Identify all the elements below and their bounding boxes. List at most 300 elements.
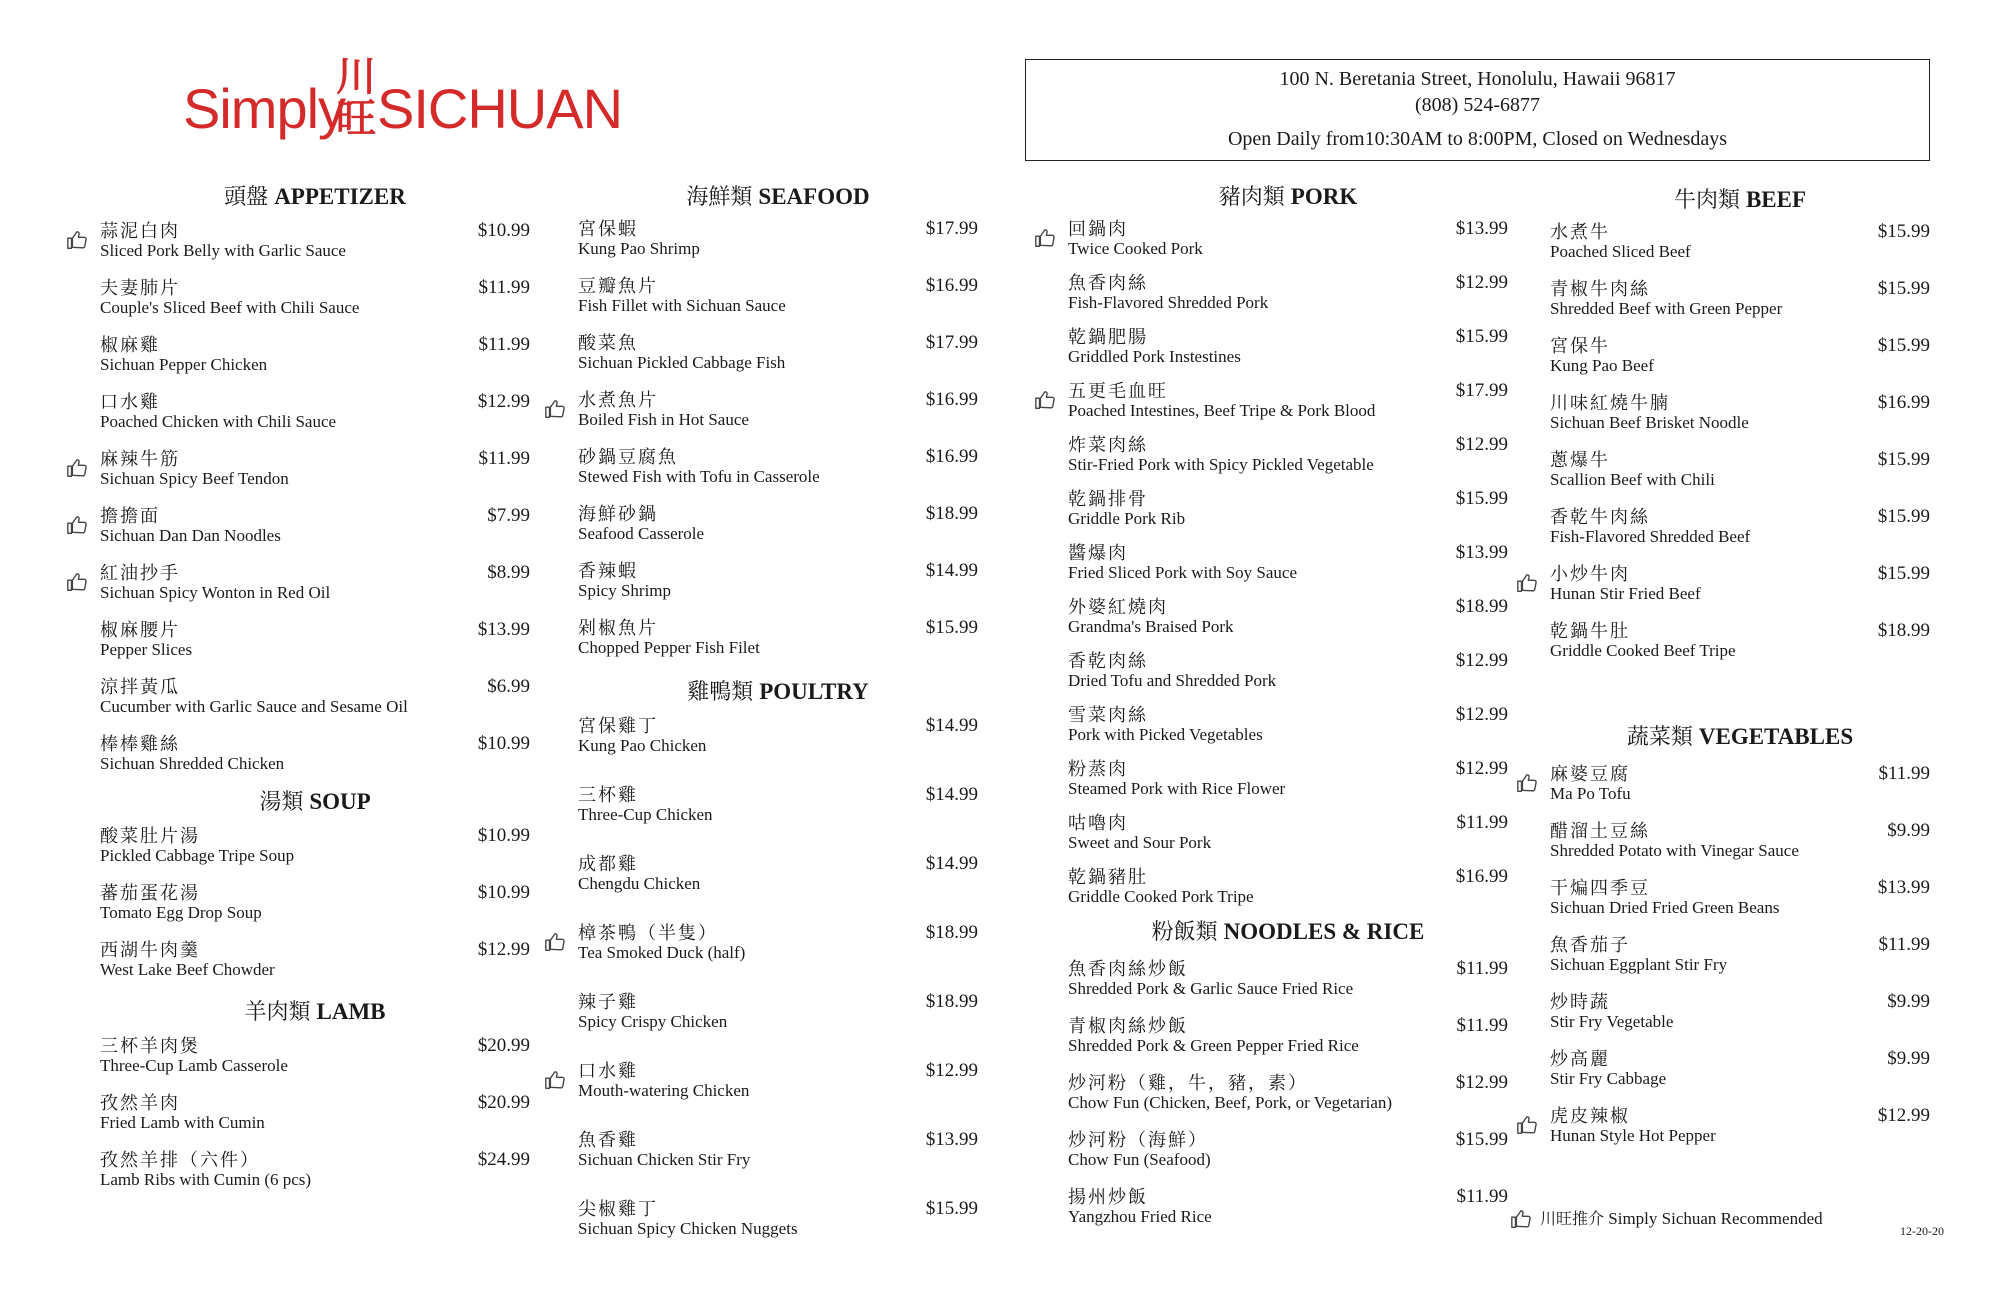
menu-item-english-name: Three-Cup Chicken — [578, 805, 713, 824]
thumbs-up-icon — [66, 229, 88, 251]
menu-item-price: $11.99 — [1878, 763, 1930, 784]
menu-item-english-name: Sweet and Sour Pork — [1068, 833, 1212, 852]
menu-item — [100, 822, 530, 872]
menu-item-price: $18.99 — [1877, 620, 1930, 641]
menu-item — [578, 557, 978, 607]
menu-item — [1550, 817, 1930, 867]
menu-item — [100, 673, 530, 723]
section-heading-soup — [100, 785, 530, 816]
menu-item-english-name: Three-Cup Lamb Casserole — [100, 1056, 288, 1075]
thumbs-up-icon — [544, 931, 566, 953]
menu-item-chinese-name: 乾鍋排骨 — [1068, 489, 1148, 510]
menu-item-chinese-name: 辣子雞 — [578, 992, 638, 1013]
menu-item-price: $10.99 — [477, 825, 530, 846]
menu-item — [1550, 988, 1930, 1038]
menu-item-english-name: Shredded Pork & Green Pepper Fried Rice — [1068, 1036, 1359, 1055]
menu-item-chinese-name: 回鍋肉 — [1068, 219, 1128, 240]
menu-item-chinese-name: 尖椒雞丁 — [578, 1199, 658, 1220]
section-heading-english: PORK — [1290, 184, 1358, 209]
menu-item-english-name: Cucumber with Garlic Sauce and Sesame Oil — [100, 697, 408, 716]
menu-item — [1068, 539, 1508, 589]
menu-item — [100, 936, 530, 986]
section-heading-english: SOUP — [309, 789, 371, 814]
menu-item-price: $16.99 — [1877, 392, 1930, 413]
menu-item-english-name: Griddle Cooked Beef Tripe — [1550, 641, 1736, 660]
menu-item-price: $11.99 — [478, 277, 530, 298]
menu-item-english-name: Tea Smoked Duck (half) — [578, 943, 746, 962]
menu-item-price: $16.99 — [1455, 866, 1508, 887]
menu-item-english-name: West Lake Beef Chowder — [100, 960, 275, 979]
thumbs-up-icon — [1516, 772, 1538, 794]
menu-item-english-name: Griddled Pork Instestines — [1068, 347, 1241, 366]
menu-item-chinese-name: 涼拌黃瓜 — [100, 677, 180, 698]
menu-item — [578, 1195, 978, 1245]
thumbs-up-icon — [66, 514, 88, 536]
section-heading-chinese: 湯類 — [259, 790, 304, 815]
legend-chinese: 川旺推介 — [1540, 1209, 1605, 1228]
menu-item-chinese-name: 炒河粉（海鮮） — [1068, 1130, 1208, 1151]
menu-item-english-name: Dried Tofu and Shredded Pork — [1068, 671, 1277, 690]
menu-item — [578, 329, 978, 379]
menu-item-english-name: Stir Fry Cabbage — [1550, 1069, 1667, 1088]
menu-item — [1068, 269, 1508, 319]
menu-item-english-name: Kung Pao Chicken — [578, 736, 707, 755]
section-heading-chinese: 雞鴨類 — [687, 680, 754, 705]
menu-item-price: $11.99 — [1456, 1186, 1508, 1207]
menu-item-english-name: Fried Lamb with Cumin — [100, 1113, 265, 1132]
menu-item-english-name: Chengdu Chicken — [578, 874, 701, 893]
menu-item-english-name: Steamed Pork with Rice Flower — [1068, 779, 1286, 798]
menu-item-price: $11.99 — [478, 334, 530, 355]
section-heading-pork — [1068, 180, 1508, 211]
menu-item-english-name: Spicy Crispy Chicken — [578, 1012, 728, 1031]
menu-item-chinese-name: 水煮魚片 — [578, 390, 658, 411]
menu-item-chinese-name: 炒高麗 — [1550, 1049, 1610, 1070]
menu-item-chinese-name: 蕃茄蛋花湯 — [100, 883, 200, 904]
menu-item-chinese-name: 麻婆豆腐 — [1550, 764, 1630, 785]
menu-item — [578, 1126, 978, 1176]
menu-item — [100, 1089, 530, 1139]
section-heading-english: APPETIZER — [274, 184, 406, 209]
menu-item — [1550, 275, 1930, 325]
menu-item-price: $15.99 — [1877, 221, 1930, 242]
menu-item-price: $24.99 — [477, 1149, 530, 1170]
menu-item-price: $15.99 — [1877, 449, 1930, 470]
menu-item-price: $11.99 — [1878, 934, 1930, 955]
menu-item-chinese-name: 乾鍋肥腸 — [1068, 327, 1148, 348]
menu-item — [100, 274, 530, 324]
menu-item-english-name: Kung Pao Shrimp — [578, 239, 700, 258]
menu-item — [578, 614, 978, 664]
menu-item-english-name: Fish Fillet with Sichuan Sauce — [578, 296, 786, 315]
menu-item-price: $16.99 — [925, 446, 978, 467]
menu-item-price: $12.99 — [925, 1060, 978, 1081]
menu-item-english-name: Sichuan Beef Brisket Noodle — [1550, 413, 1749, 432]
menu-item-price: $8.99 — [487, 562, 530, 583]
menu-item-english-name: Sichuan Shredded Chicken — [100, 754, 285, 773]
menu-item — [578, 988, 978, 1038]
menu-item-price: $10.99 — [477, 882, 530, 903]
menu-item-english-name: Sichuan Spicy Wonton in Red Oil — [100, 583, 331, 602]
logo-chinese: 川旺 — [336, 54, 376, 142]
menu-item-chinese-name: 揚州炒飯 — [1068, 1187, 1148, 1208]
menu-item-english-name: Chopped Pepper Fish Filet — [578, 638, 760, 657]
thumbs-up-icon — [66, 571, 88, 593]
menu-item-chinese-name: 海鮮砂鍋 — [578, 504, 658, 525]
menu-item-price: $15.99 — [925, 617, 978, 638]
thumbs-up-icon — [1034, 389, 1056, 411]
menu-item-price: $18.99 — [925, 922, 978, 943]
menu-item — [100, 730, 530, 780]
section-heading-vegetables — [1550, 720, 1930, 751]
menu-item-english-name: Hunan Stir Fried Beef — [1550, 584, 1701, 603]
menu-item — [578, 386, 978, 436]
menu-item-price: $15.99 — [1877, 506, 1930, 527]
menu-item-chinese-name: 魚香茄子 — [1550, 935, 1630, 956]
menu-item-price: $14.99 — [925, 853, 978, 874]
menu-item-chinese-name: 宮保蝦 — [578, 219, 638, 240]
menu-item-price: $12.99 — [1455, 650, 1508, 671]
menu-item-chinese-name: 炒河粉（雞，牛，豬，素） — [1068, 1073, 1308, 1094]
menu-item-english-name: Twice Cooked Pork — [1068, 239, 1203, 258]
menu-item — [1068, 431, 1508, 481]
menu-item-english-name: Sichuan Chicken Stir Fry — [578, 1150, 751, 1169]
hours: Open Daily from10:30AM to 8:00PM, Closed on Wednesdays — [1227, 128, 1728, 150]
menu-item-price: $13.99 — [477, 619, 530, 640]
menu-item-chinese-name: 虎皮辣椒 — [1550, 1106, 1630, 1127]
menu-item-english-name: Poached Intestines, Beef Tripe & Pork Blood — [1068, 401, 1376, 420]
section-heading-noodles-rice — [1068, 915, 1508, 946]
menu-item-chinese-name: 紅油抄手 — [100, 563, 180, 584]
menu-item-chinese-name: 粉蒸肉 — [1068, 759, 1128, 780]
menu-item-chinese-name: 酸菜魚 — [578, 333, 638, 354]
section-heading-english: BEEF — [1745, 187, 1807, 212]
section-heading-english: LAMB — [316, 999, 386, 1024]
menu-item-price: $18.99 — [1455, 596, 1508, 617]
thumbs-up-icon — [544, 398, 566, 420]
menu-item-price: $15.99 — [925, 1198, 978, 1219]
menu-item-chinese-name: 五更毛血旺 — [1068, 381, 1168, 402]
menu-item — [100, 217, 530, 267]
menu-item — [578, 272, 978, 322]
thumbs-up-icon — [1516, 1114, 1538, 1136]
menu-item — [1068, 863, 1508, 913]
menu-item-price: $15.99 — [1877, 563, 1930, 584]
menu-item — [1550, 931, 1930, 981]
menu-item — [100, 1146, 530, 1196]
menu-item-price: $15.99 — [1877, 278, 1930, 299]
menu-item-chinese-name: 酸菜肚片湯 — [100, 826, 200, 847]
menu-item-english-name: Mouth-watering Chicken — [578, 1081, 750, 1100]
menu-item-chinese-name: 魚香肉絲炒飯 — [1068, 959, 1188, 980]
menu-item-english-name: Pickled Cabbage Tripe Soup — [100, 846, 295, 865]
menu-item-chinese-name: 成都雞 — [578, 854, 638, 875]
menu-item-chinese-name: 魚香雞 — [578, 1130, 638, 1151]
menu-item-english-name: Sichuan Pickled Cabbage Fish — [578, 353, 786, 372]
menu-item — [1550, 560, 1930, 610]
menu-item-english-name: Shredded Pork & Garlic Sauce Fried Rice — [1068, 979, 1354, 998]
menu-item-english-name: Couple's Sliced Beef with Chili Sauce — [100, 298, 360, 317]
menu-item-english-name: Griddle Cooked Pork Tripe — [1068, 887, 1254, 906]
menu-item — [1550, 446, 1930, 496]
menu-item-price: $12.99 — [1455, 704, 1508, 725]
section-heading-poultry — [578, 675, 978, 706]
menu-item — [1550, 332, 1930, 382]
thumbs-up-icon — [1516, 572, 1538, 594]
menu-item-price: $17.99 — [925, 332, 978, 353]
date-code: 12-20-20 — [1900, 1224, 1944, 1238]
menu-item-english-name: Poached Chicken with Chili Sauce — [100, 412, 337, 431]
menu-item-price: $11.99 — [1456, 812, 1508, 833]
menu-item-english-name: Chow Fun (Chicken, Beef, Pork, or Vegetarian) — [1068, 1093, 1393, 1112]
menu-item-price: $12.99 — [1455, 758, 1508, 779]
menu-item-price: $14.99 — [925, 560, 978, 581]
menu-item — [100, 502, 530, 552]
menu-item-chinese-name: 豆瓣魚片 — [578, 276, 658, 297]
menu-item — [578, 1057, 978, 1107]
menu-item-english-name: Shredded Potato with Vinegar Sauce — [1550, 841, 1799, 860]
menu-item-price: $11.99 — [1456, 958, 1508, 979]
menu-item-chinese-name: 孜然羊肉 — [100, 1093, 180, 1114]
menu-item — [100, 388, 530, 438]
menu-item-chinese-name: 椒麻雞 — [100, 335, 160, 356]
menu-item — [1068, 485, 1508, 535]
logo-word-sichuan: SICHUAN — [377, 77, 623, 140]
menu-item — [1068, 593, 1508, 643]
menu-item-english-name: Grandma's Braised Pork — [1068, 617, 1234, 636]
menu-item-price: $18.99 — [925, 503, 978, 524]
menu-item-english-name: Sichuan Eggplant Stir Fry — [1550, 955, 1728, 974]
menu-item-price: $12.99 — [477, 939, 530, 960]
section-heading-chinese: 豬肉類 — [1218, 185, 1285, 210]
menu-item-english-name: Griddle Pork Rib — [1068, 509, 1186, 528]
menu-item — [1550, 389, 1930, 439]
menu-item-chinese-name: 醬爆肉 — [1068, 543, 1128, 564]
section-heading-chinese: 頭盤 — [224, 185, 269, 210]
section-heading-english: POULTRY — [759, 679, 869, 704]
menu-item-price: $12.99 — [1877, 1105, 1930, 1126]
menu-item-chinese-name: 三杯雞 — [578, 785, 638, 806]
menu-item-chinese-name: 蒜泥白肉 — [100, 221, 180, 242]
menu-item-price: $9.99 — [1887, 820, 1930, 841]
menu-item-chinese-name: 口水雞 — [100, 392, 160, 413]
menu-item-price: $9.99 — [1887, 991, 1930, 1012]
menu-item-chinese-name: 香乾牛肉絲 — [1550, 507, 1650, 528]
menu-item-english-name: Spicy Shrimp — [578, 581, 672, 600]
menu-item-chinese-name: 椒麻腰片 — [100, 620, 180, 641]
menu-item-chinese-name: 乾鍋豬肚 — [1068, 867, 1148, 888]
menu-item-chinese-name: 麻辣牛筋 — [100, 449, 180, 470]
menu-item-chinese-name: 川味紅燒牛腩 — [1550, 393, 1670, 414]
menu-item-chinese-name: 宮保雞丁 — [578, 716, 658, 737]
menu-item-chinese-name: 樟茶鴨（半隻） — [578, 923, 718, 944]
menu-item-price: $13.99 — [1877, 877, 1930, 898]
menu-item — [1068, 809, 1508, 859]
menu-item-price: $15.99 — [1877, 335, 1930, 356]
menu-item-price: $11.99 — [1456, 1015, 1508, 1036]
menu-item-price: $15.99 — [1455, 1129, 1508, 1150]
menu-item-english-name: Pepper Slices — [100, 640, 193, 659]
menu-item-price: $15.99 — [1455, 488, 1508, 509]
legend-english: Simply Sichuan Recommended — [1608, 1209, 1823, 1228]
menu-item — [1068, 323, 1508, 373]
menu-item — [578, 919, 978, 969]
menu-item-price: $14.99 — [925, 715, 978, 736]
menu-item-english-name: Seafood Casserole — [578, 524, 705, 543]
menu-item-price: $20.99 — [477, 1035, 530, 1056]
menu-item — [100, 616, 530, 666]
menu-item — [100, 1032, 530, 1082]
menu-item — [1068, 701, 1508, 751]
menu-item — [1550, 1045, 1930, 1095]
section-heading-chinese: 羊肉類 — [244, 1000, 311, 1025]
menu-item-english-name: Poached Sliced Beef — [1550, 242, 1691, 261]
menu-item-chinese-name: 炒時蔬 — [1550, 992, 1610, 1013]
menu-item-english-name: Sichuan Spicy Beef Tendon — [100, 469, 289, 488]
menu-item-price: $13.99 — [1455, 218, 1508, 239]
menu-item-chinese-name: 青椒牛肉絲 — [1550, 279, 1650, 300]
menu-item-price: $13.99 — [925, 1129, 978, 1150]
menu-item-english-name: Stir Fry Vegetable — [1550, 1012, 1674, 1031]
menu-item-chinese-name: 魚香肉絲 — [1068, 273, 1148, 294]
address: 100 N. Beretania Street, Honolulu, Hawaii 96817 — [1279, 68, 1676, 90]
menu-item-price: $12.99 — [477, 391, 530, 412]
menu-item-chinese-name: 乾鍋牛肚 — [1550, 621, 1630, 642]
section-heading-appetizer — [100, 180, 530, 211]
menu-item-chinese-name: 孜然羊排（六件） — [100, 1150, 260, 1171]
thumbs-up-icon — [544, 1069, 566, 1091]
menu-item-english-name: Fried Sliced Pork with Soy Sauce — [1068, 563, 1298, 582]
menu-item-price: $10.99 — [477, 220, 530, 241]
section-heading-chinese: 海鮮類 — [686, 185, 753, 210]
menu-item — [1068, 1069, 1508, 1119]
menu-item-chinese-name: 棒棒雞絲 — [100, 734, 180, 755]
section-heading-chinese: 蔬菜類 — [1626, 725, 1693, 750]
menu-item-price: $14.99 — [925, 784, 978, 805]
menu-item — [100, 331, 530, 381]
menu-item — [578, 781, 978, 831]
menu-item-chinese-name: 小炒牛肉 — [1550, 564, 1630, 585]
logo — [183, 52, 623, 152]
menu-item-chinese-name: 蔥爆牛 — [1550, 450, 1610, 471]
section-heading-lamb — [100, 995, 530, 1026]
menu-item-price: $16.99 — [925, 275, 978, 296]
section-heading-chinese: 粉飯類 — [1151, 920, 1218, 945]
menu-item-price: $7.99 — [487, 505, 530, 526]
menu-item-chinese-name: 香乾肉絲 — [1068, 651, 1148, 672]
menu-item-chinese-name: 干煸四季豆 — [1550, 878, 1650, 899]
menu-item — [1068, 755, 1508, 805]
section-heading-english: NOODLES & RICE — [1223, 919, 1425, 944]
menu-item-price: $9.99 — [1887, 1048, 1930, 1069]
menu-item-english-name: Sichuan Spicy Chicken Nuggets — [578, 1219, 798, 1238]
menu-item-english-name: Pork with Picked Vegetables — [1068, 725, 1263, 744]
menu-item-chinese-name: 三杯羊肉煲 — [100, 1036, 200, 1057]
menu-item-english-name: Hunan Style Hot Pepper — [1550, 1126, 1716, 1145]
menu-item-english-name: Shredded Beef with Green Pepper — [1550, 299, 1783, 318]
menu-item-english-name: Sliced Pork Belly with Garlic Sauce — [100, 241, 346, 260]
menu-item-chinese-name: 夫妻肺片 — [100, 278, 180, 299]
menu-item — [1550, 760, 1930, 810]
menu-item-english-name: Sichuan Dan Dan Noodles — [100, 526, 281, 545]
section-heading-english: VEGETABLES — [1698, 724, 1854, 749]
menu-item-price: $13.99 — [1455, 542, 1508, 563]
menu-item-english-name: Lamb Ribs with Cumin (6 pcs) — [100, 1170, 312, 1189]
menu-item — [1550, 874, 1930, 924]
menu-item-chinese-name: 香辣蝦 — [578, 561, 638, 582]
section-heading-seafood — [578, 180, 978, 211]
menu-item-price: $12.99 — [1455, 272, 1508, 293]
section-heading-chinese: 牛肉類 — [1673, 188, 1740, 213]
restaurant-info — [1025, 59, 1930, 161]
menu-item-chinese-name: 砂鍋豆腐魚 — [578, 447, 678, 468]
menu-item — [1068, 1012, 1508, 1062]
phone: (808) 524-6877 — [1415, 94, 1540, 116]
menu-item-chinese-name: 外婆紅燒肉 — [1068, 597, 1168, 618]
menu-item — [1550, 617, 1930, 667]
menu-item-english-name: Kung Pao Beef — [1550, 356, 1654, 375]
menu-item-price: $20.99 — [477, 1092, 530, 1113]
menu-item-english-name: Ma Po Tofu — [1550, 784, 1631, 803]
menu-item-price: $11.99 — [478, 448, 530, 469]
thumbs-up-icon — [1034, 227, 1056, 249]
menu-item-english-name: Boiled Fish in Hot Sauce — [578, 410, 749, 429]
menu-item — [1550, 218, 1930, 268]
thumbs-up-icon — [1510, 1208, 1532, 1230]
menu-item-english-name: Scallion Beef with Chili — [1550, 470, 1715, 489]
menu-item — [100, 879, 530, 929]
menu-item-english-name: Fish-Flavored Shredded Beef — [1550, 527, 1751, 546]
menu-item-english-name: Sichuan Dried Fried Green Beans — [1550, 898, 1780, 917]
thumbs-up-icon — [66, 457, 88, 479]
menu-item-english-name: Fish-Flavored Shredded Pork — [1068, 293, 1269, 312]
menu-item — [578, 712, 978, 762]
menu-item — [1068, 1183, 1508, 1233]
menu-item-price: $12.99 — [1455, 434, 1508, 455]
menu-item — [1068, 955, 1508, 1005]
menu-item-price: $18.99 — [925, 991, 978, 1012]
menu-item — [1068, 377, 1508, 427]
menu-item-chinese-name: 擔擔面 — [100, 506, 160, 527]
menu-item-english-name: Yangzhou Fried Rice — [1068, 1207, 1212, 1226]
menu-item-english-name: Stewed Fish with Tofu in Casserole — [578, 467, 820, 486]
menu-item — [1550, 503, 1930, 553]
menu-item — [100, 445, 530, 495]
menu-item-chinese-name: 青椒肉絲炒飯 — [1068, 1016, 1188, 1037]
menu-item-chinese-name: 宮保牛 — [1550, 336, 1610, 357]
menu-item-chinese-name: 剁椒魚片 — [578, 618, 658, 639]
menu-item-english-name: Sichuan Pepper Chicken — [100, 355, 268, 374]
section-heading-beef — [1550, 183, 1930, 214]
legend — [1510, 1206, 1823, 1229]
menu-item-price: $15.99 — [1455, 326, 1508, 347]
menu-item — [578, 500, 978, 550]
menu-item — [578, 850, 978, 900]
menu-item-chinese-name: 口水雞 — [578, 1061, 638, 1082]
menu-item — [1068, 215, 1508, 265]
menu-item-price: $10.99 — [477, 733, 530, 754]
logo-word-simply: Simply — [183, 77, 346, 140]
section-heading-english: SEAFOOD — [758, 184, 870, 209]
menu-item-english-name: Chow Fun (Seafood) — [1068, 1150, 1211, 1169]
menu-item — [578, 215, 978, 265]
menu-item-english-name: Stir-Fried Pork with Spicy Pickled Vegetable — [1068, 455, 1374, 474]
menu-item — [100, 559, 530, 609]
menu-item-price: $17.99 — [1455, 380, 1508, 401]
menu-item — [1068, 1126, 1508, 1176]
menu-item-chinese-name: 炸菜肉絲 — [1068, 435, 1148, 456]
menu-item — [1068, 647, 1508, 697]
